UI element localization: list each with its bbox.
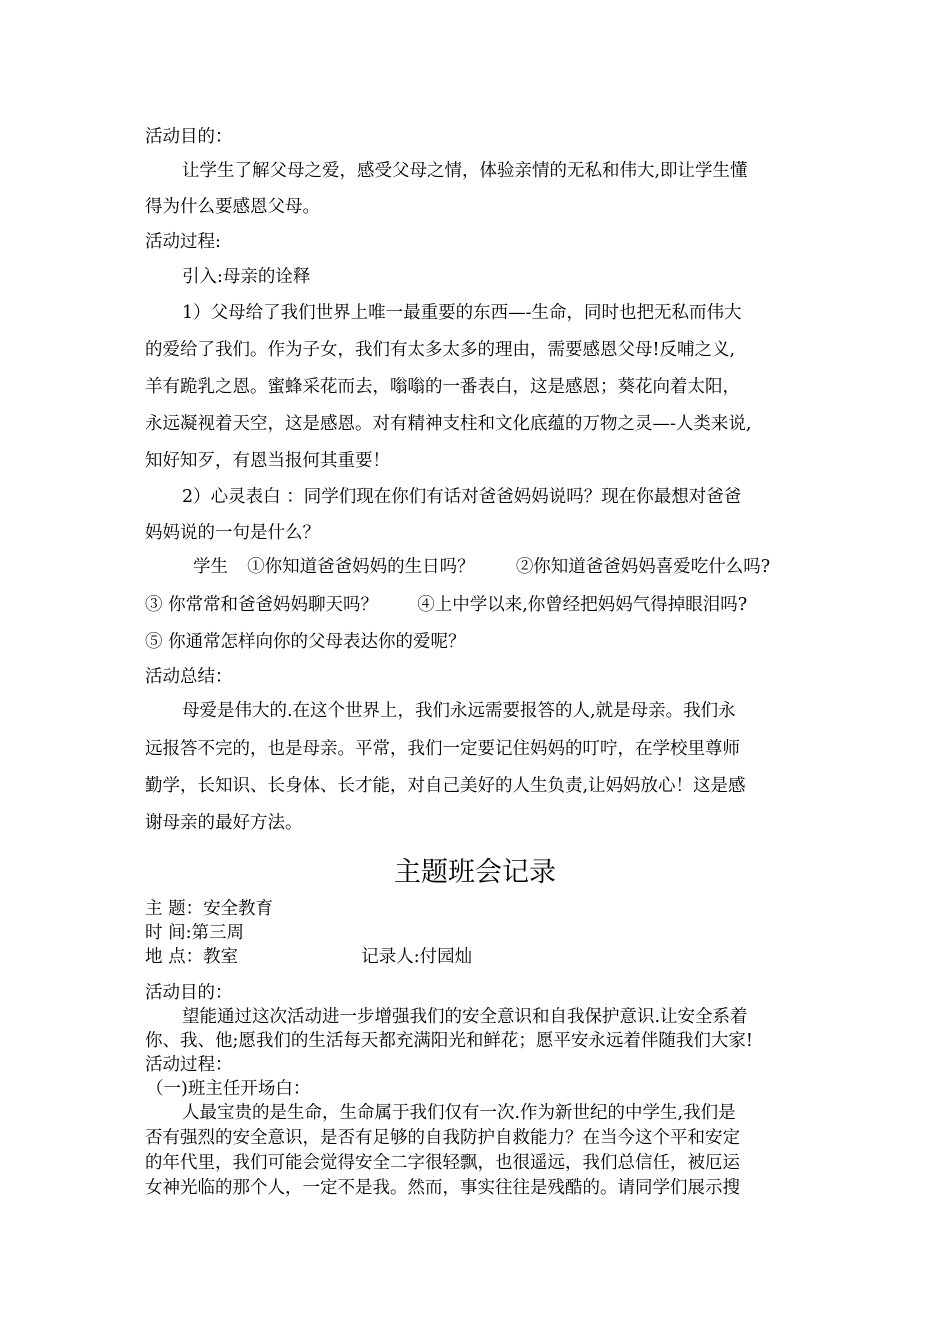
process-heading-2: 活动过程： xyxy=(145,1055,233,1075)
meta-topic: 主 题：安全教育 xyxy=(145,899,274,919)
meta-time: 时 间:第三周 xyxy=(145,923,244,943)
p1-line-5: 知好知歹，有恩当报何其重要！ xyxy=(145,451,390,471)
opening-line-3: 的年代里，我们可能会觉得安全二字很轻飘，也很遥远，我们总信任，被厄运 xyxy=(145,1153,740,1173)
purpose2-line-1: 望能通过这次活动进一步增强我们的安全意识和自我保护意识.让安全系着 xyxy=(182,1007,748,1027)
purpose2-line-2: 你、我、他;愿我们的生活每天都充满阳光和鲜花；愿平安永远着伴随我们大家! xyxy=(145,1031,753,1051)
purpose-line-1: 让学生了解父母之爱，感受父母之情，体验亲情的无私和伟大,即让学生懂 xyxy=(182,161,748,181)
summary-line-4: 谢母亲的最好方法。 xyxy=(145,813,303,833)
purpose-line-2: 得为什么要感恩父母。 xyxy=(145,197,320,217)
meta-place-row xyxy=(145,946,472,968)
question-5: ⑤ 你通常怎样向你的父母表达你的爱呢？ xyxy=(145,632,466,652)
meta-recorder: 记录人:付园灿 xyxy=(361,947,473,967)
question-1: ①你知道爸爸妈妈的生日吗？ xyxy=(247,557,475,577)
p1-line-4: 永远凝视着天空，这是感恩。对有精神支柱和文化底蕴的万物之灵—-人类来说, xyxy=(145,414,752,434)
meta-place: 地 点：教室 xyxy=(145,947,239,967)
p2-line-2: 妈妈说的一句是什么？ xyxy=(145,523,320,543)
p2-line-1: 2）心灵表白 ：同学们现在你们有话对爸爸妈妈说吗？现在你最想对爸爸 xyxy=(182,487,742,507)
opening-line-2: 否有强烈的安全意识，是否有足够的自我防护自救能力？在当今这个平和安定 xyxy=(145,1128,740,1148)
questions-row-1 xyxy=(193,556,770,578)
opening-line-4: 女神光临的那个人，一定不是我。然而，事实往往是残酷的。请同学们展示搜 xyxy=(145,1178,740,1198)
question-3: ③ 你常常和爸爸妈妈聊天吗？ xyxy=(145,595,379,615)
summary-line-2: 远报答不完的，也是母亲。平常，我们一定要记住妈妈的叮咛，在学校里尊师 xyxy=(145,739,740,759)
summary-line-3: 勤学，长知识、长身体、长才能，对自己美好的人生负责,让妈妈放心！这是感 xyxy=(145,776,746,796)
section-title: 主题班会记录 xyxy=(394,857,556,888)
p1-line-1: 1）父母给了我们世界上唯一最重要的东西—-生命，同时也把无私而伟大 xyxy=(182,303,742,323)
purpose-heading: 活动目的： xyxy=(145,127,233,147)
questions-row-2 xyxy=(145,594,747,616)
p1-line-3: 羊有跪乳之恩。蜜蜂采花而去，嗡嗡的一番表白，这是感恩；葵花向着太阳， xyxy=(145,377,740,397)
question-2: ②你知道爸爸妈妈喜爱吃什么吗? xyxy=(515,557,771,577)
student-label: 学生 xyxy=(193,557,228,577)
p1-line-2: 的爱给了我们。作为子女，我们有太多太多的理由，需要感恩父母!反哺之义, xyxy=(145,340,736,360)
process-heading: 活动过程: xyxy=(145,232,221,252)
purpose-heading-2: 活动目的： xyxy=(145,983,233,1003)
question-4: ④上中学以来,你曾经把妈妈气得掉眼泪吗? xyxy=(417,595,748,615)
intro-line: 引入:母亲的诠释 xyxy=(182,267,311,287)
summary-heading: 活动总结： xyxy=(145,667,233,687)
opening-line-1: 人最宝贵的是生命，生命属于我们仅有一次.作为新世纪的中学生,我们是 xyxy=(182,1103,736,1123)
summary-line-1: 母爱是伟大的.在这个世界上，我们永远需要报答的人,就是母亲。我们永 xyxy=(182,701,736,721)
opening-heading: （一)班主任开场白： xyxy=(146,1079,311,1099)
